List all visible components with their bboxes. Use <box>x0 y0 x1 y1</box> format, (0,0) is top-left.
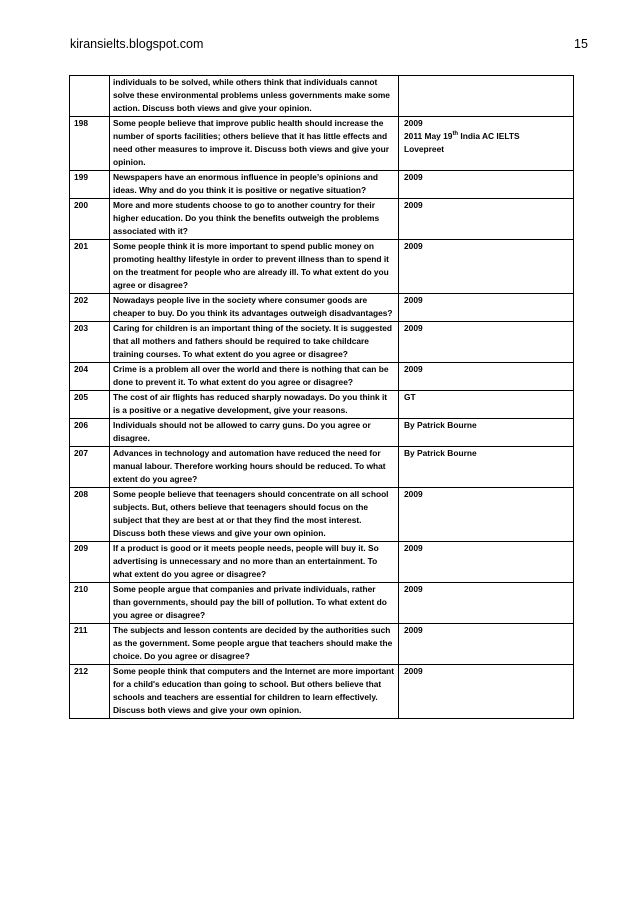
ordinal-suffix: th <box>452 131 459 138</box>
question-text: Some people argue that companies and private individuals, rather than governments, should pay the bill of pollution. To what extent do you agree or disagree? <box>110 583 399 624</box>
source-note: 2009 <box>399 665 574 719</box>
source-note: 2009 <box>399 240 574 294</box>
source-note: 2009 <box>399 199 574 240</box>
question-text: Individuals should not be allowed to carry guns. Do you agree or disagree. <box>110 419 399 447</box>
source-note: 2009 <box>399 542 574 583</box>
table-row <box>70 240 574 294</box>
question-text: Crime is a problem all over the world and there is nothing that can be done to prevent it. To what extent do you agree or disagree? <box>110 363 399 391</box>
question-number: 203 <box>70 322 110 363</box>
table-row <box>70 171 574 199</box>
question-text: If a product is good or it meets people needs, people will buy it. So advertising is unnecessary and no more than an entertainment. To what extent do you agree or disagree? <box>110 542 399 583</box>
source-note: 2009 <box>399 322 574 363</box>
source-year: 2009 <box>404 118 423 128</box>
question-text: More and more students choose to go to another country for their higher education. Do you think the benefits outweigh the problems associated with it? <box>110 199 399 240</box>
table-row <box>70 199 574 240</box>
question-number: 210 <box>70 583 110 624</box>
table-row <box>70 542 574 583</box>
question-text: Some people believe that improve public health should increase the number of sports facilities; others believe that it has little effects and need other measures to improve it. Discuss both views and give your opinion. <box>110 117 399 171</box>
table-row <box>70 117 574 171</box>
source-note: 2009 <box>399 583 574 624</box>
question-number <box>70 76 110 117</box>
source-note: 2009 <box>399 488 574 542</box>
source-note <box>399 76 574 117</box>
question-text: Caring for children is an important thing of the society. It is suggested that all mothers and fathers should be required to take childcare training courses. To what extent do you agree or disagree? <box>110 322 399 363</box>
question-number: 207 <box>70 447 110 488</box>
question-text: Nowadays people live in the society where consumer goods are cheaper to buy. Do you think its advantages outweigh disadvantages? <box>110 294 399 322</box>
question-number: 199 <box>70 171 110 199</box>
question-text: The cost of air flights has reduced sharply nowadays. Do you think it is a positive or a negative development, give your reasons. <box>110 391 399 419</box>
table-row <box>70 76 574 117</box>
question-number: 201 <box>70 240 110 294</box>
question-text: Advances in technology and automation have reduced the need for manual labour. Therefore working hours should be reduced. To what extent do you agree? <box>110 447 399 488</box>
question-number: 211 <box>70 624 110 665</box>
question-text: Some people believe that teenagers should concentrate on all school subjects. But, others believe that teenagers should focus on the subject that they are best at or that they find the most interest. Discuss both these views and give your own opinion. <box>110 488 399 542</box>
question-number: 205 <box>70 391 110 419</box>
topics-table <box>69 75 574 719</box>
question-text: Some people think that computers and the Internet are more important for a child's education than going to school. But others believe that schools and teachers are essential for children to learn effectively. Discuss both views and give your own opinion. <box>110 665 399 719</box>
source-contributor: Lovepreet <box>404 144 445 154</box>
question-text: individuals to be solved, while others think that individuals cannot solve these environmental problems unless governments make some action. Discuss both views and give your opinion. <box>110 76 399 117</box>
question-text: Some people think it is more important to spend public money on promoting healthy lifestyle in order to prevent illness than to spend it on the treatment for people who are already ill. To what extent do you agree or disagree? <box>110 240 399 294</box>
question-text: The subjects and lesson contents are decided by the authorities such as the government. Some people argue that teachers should make the choice. Do you agree or disagree? <box>110 624 399 665</box>
table-row <box>70 322 574 363</box>
source-exam-date <box>404 130 570 143</box>
source-note: By Patrick Bourne <box>399 447 574 488</box>
source-note: 2009 <box>399 294 574 322</box>
table-row <box>70 391 574 419</box>
table-row <box>70 447 574 488</box>
question-number: 198 <box>70 117 110 171</box>
source-note: 2009 <box>399 171 574 199</box>
question-number: 212 <box>70 665 110 719</box>
source-note: GT <box>399 391 574 419</box>
exam-date-text: 2011 May 19 <box>404 131 453 141</box>
table-row <box>70 488 574 542</box>
table-row <box>70 294 574 322</box>
source-note <box>399 117 574 171</box>
question-number: 204 <box>70 363 110 391</box>
table-row <box>70 419 574 447</box>
table-row <box>70 583 574 624</box>
question-text: Newspapers have an enormous influence in people’s opinions and ideas. Why and do you think it is positive or negative situation? <box>110 171 399 199</box>
question-number: 206 <box>70 419 110 447</box>
question-number: 200 <box>70 199 110 240</box>
table-row <box>70 363 574 391</box>
question-number: 208 <box>70 488 110 542</box>
table-row <box>70 665 574 719</box>
source-note: 2009 <box>399 624 574 665</box>
question-number: 209 <box>70 542 110 583</box>
site-header: kiransielts.blogspot.com <box>70 37 204 51</box>
exam-type-text: India AC IELTS <box>458 131 520 141</box>
source-note: By Patrick Bourne <box>399 419 574 447</box>
table-row <box>70 624 574 665</box>
source-note: 2009 <box>399 363 574 391</box>
question-number: 202 <box>70 294 110 322</box>
page-number: 15 <box>574 37 588 51</box>
